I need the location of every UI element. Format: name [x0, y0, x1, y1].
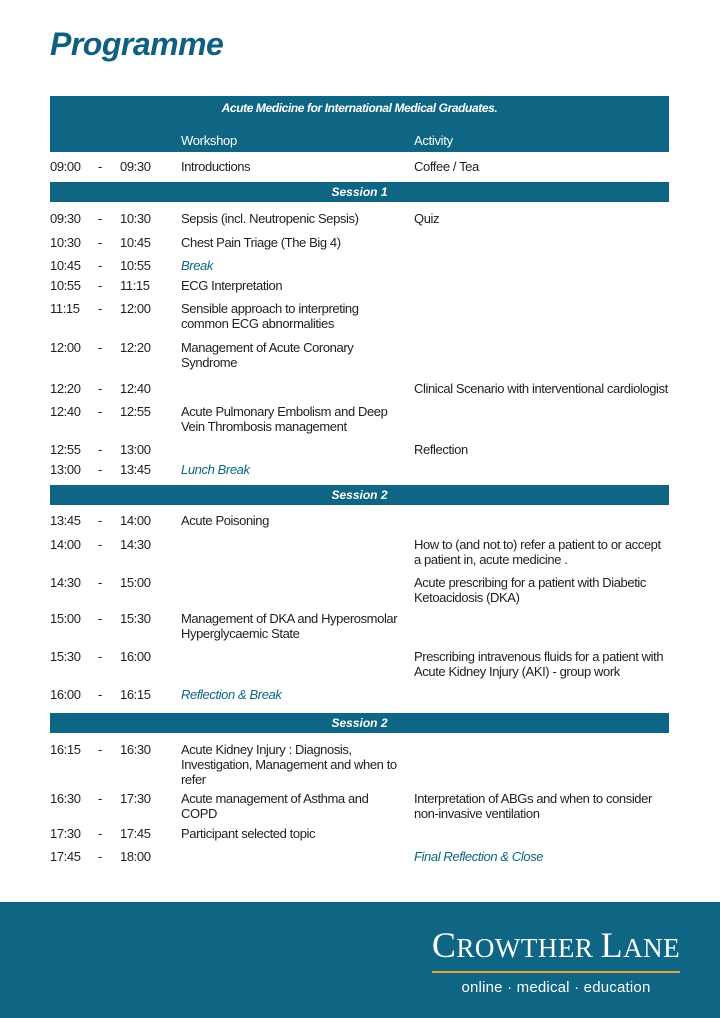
end-time: 11:15	[120, 278, 150, 293]
start-time: 10:55	[50, 278, 81, 293]
workshop-cell: Reflection & Break	[181, 687, 282, 702]
activity-cell: Clinical Scenario with interventional cardiologist	[414, 381, 668, 396]
dash: -	[98, 301, 102, 316]
start-time: 09:00	[50, 159, 81, 174]
start-time: 17:30	[50, 826, 81, 841]
end-time: 17:30	[120, 791, 151, 806]
workshop-cell: Acute Kidney Injury : Diagnosis, Investigation, Management and when to refer	[181, 742, 397, 787]
end-time: 14:00	[120, 513, 151, 528]
dash: -	[98, 235, 102, 250]
activity-cell: How to (and not to) refer a patient to or accept a patient in, acute medicine .	[414, 537, 661, 567]
start-time: 14:30	[50, 575, 81, 590]
workshop-cell: Management of DKA and Hyperosmolar Hyperglycaemic State	[181, 611, 398, 641]
start-time: 12:20	[50, 381, 81, 396]
dash: -	[98, 513, 102, 528]
end-time: 10:30	[120, 211, 151, 226]
activity-cell: Acute prescribing for a patient with Diabetic Ketoacidosis (DKA)	[414, 575, 647, 605]
workshop-cell: Chest Pain Triage (The Big 4)	[181, 235, 341, 250]
end-time: 10:55	[120, 258, 151, 273]
end-time: 13:00	[120, 442, 151, 457]
workshop-cell: Introductions	[181, 159, 251, 174]
start-time: 12:55	[50, 442, 81, 457]
start-time: 10:30	[50, 235, 81, 250]
dash: -	[98, 340, 102, 355]
dash: -	[98, 211, 102, 226]
end-time: 15:30	[120, 611, 151, 626]
workshop-cell: Management of Acute Coronary Syndrome	[181, 340, 354, 370]
activity-cell: Interpretation of ABGs and when to consider non-invasive ventilation	[414, 791, 652, 821]
activity-cell: Reflection	[414, 442, 468, 457]
course-title: Acute Medicine for International Medical Graduates.	[221, 101, 498, 115]
end-time: 14:30	[120, 537, 151, 552]
end-time: 12:20	[120, 340, 151, 355]
workshop-cell: Acute management of Asthma and COPD	[181, 791, 369, 821]
dash: -	[98, 159, 102, 174]
start-time: 09:30	[50, 211, 81, 226]
session-band: Session 2	[50, 713, 669, 733]
start-time: 13:45	[50, 513, 81, 528]
session-band: Session 1	[50, 182, 669, 202]
workshop-cell: ECG Interpretation	[181, 278, 283, 293]
column-header-activity: Activity	[414, 133, 453, 148]
dash: -	[98, 611, 102, 626]
dash: -	[98, 404, 102, 419]
dash: -	[98, 826, 102, 841]
start-time: 15:30	[50, 649, 81, 664]
dash: -	[98, 278, 102, 293]
end-time: 09:30	[120, 159, 151, 174]
end-time: 16:15	[120, 687, 151, 702]
brand-divider	[432, 971, 680, 973]
start-time: 16:15	[50, 742, 81, 757]
activity-cell: Prescribing intravenous fluids for a patient with Acute Kidney Injury (AKI) - group work	[414, 649, 664, 679]
dash: -	[98, 575, 102, 590]
dash: -	[98, 687, 102, 702]
workshop-cell: Lunch Break	[181, 462, 250, 477]
dash: -	[98, 442, 102, 457]
start-time: 16:30	[50, 791, 81, 806]
activity-cell: Coffee / Tea	[414, 159, 479, 174]
brand-tagline: online · medical · education	[461, 979, 651, 996]
workshop-cell: Acute Pulmonary Embolism and Deep Vein Thrombosis management	[181, 404, 388, 434]
table-header	[50, 96, 669, 152]
page-title: Programme	[50, 26, 224, 62]
end-time: 12:00	[120, 301, 151, 316]
end-time: 18:00	[120, 849, 151, 864]
start-time: 10:45	[50, 258, 81, 273]
end-time: 15:00	[120, 575, 151, 590]
activity-cell: Final Reflection & Close	[414, 849, 544, 864]
brand-name: CROWTHER LANE	[431, 925, 681, 965]
activity-cell: Quiz	[414, 211, 440, 226]
dash: -	[98, 537, 102, 552]
start-time: 17:45	[50, 849, 81, 864]
start-time: 11:15	[50, 301, 80, 316]
dash: -	[98, 649, 102, 664]
workshop-cell: Acute Poisoning	[181, 513, 269, 528]
dash: -	[98, 742, 102, 757]
end-time: 13:45	[120, 462, 151, 477]
dash: -	[98, 462, 102, 477]
start-time: 15:00	[50, 611, 81, 626]
dash: -	[98, 258, 102, 273]
start-time: 13:00	[50, 462, 81, 477]
start-time: 14:00	[50, 537, 81, 552]
end-time: 17:45	[120, 826, 151, 841]
dash: -	[98, 849, 102, 864]
end-time: 12:40	[120, 381, 151, 396]
start-time: 16:00	[50, 687, 81, 702]
brand-logo	[426, 926, 686, 996]
start-time: 12:00	[50, 340, 81, 355]
dash: -	[98, 791, 102, 806]
workshop-cell: Break	[181, 258, 213, 273]
session-band: Session 2	[50, 485, 669, 505]
end-time: 10:45	[120, 235, 151, 250]
start-time: 12:40	[50, 404, 81, 419]
column-header-workshop: Workshop	[181, 133, 237, 148]
end-time: 12:55	[120, 404, 151, 419]
workshop-cell: Participant selected topic	[181, 826, 316, 841]
workshop-cell: Sepsis (incl. Neutropenic Sepsis)	[181, 211, 359, 226]
end-time: 16:00	[120, 649, 151, 664]
end-time: 16:30	[120, 742, 151, 757]
dash: -	[98, 381, 102, 396]
workshop-cell: Sensible approach to interpreting common ECG abnormalities	[181, 301, 359, 331]
